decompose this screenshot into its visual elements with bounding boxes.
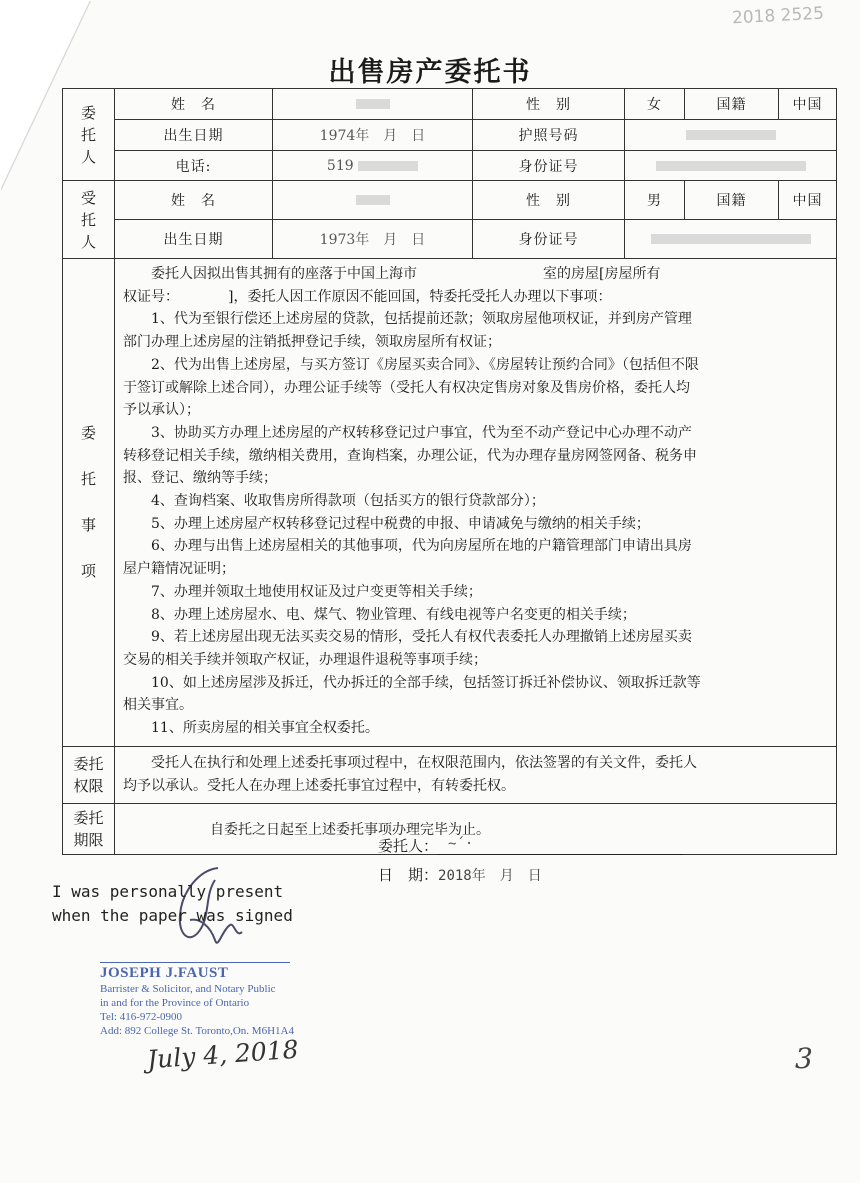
- notary-address: Add: 892 College St. Toronto,On. M6H1A4: [100, 1025, 294, 1037]
- matters-line: 报、登记、缴纳等手续；: [123, 470, 277, 487]
- matters-line: 10、如上述房屋涉及拆迁，代办拆迁的全部手续，包括签订拆迁补偿协议、领取拆迁款等: [151, 674, 701, 691]
- principal-signature-line: [378, 832, 683, 861]
- authority-content: [115, 746, 837, 803]
- signature-underline: [438, 836, 683, 855]
- matters-line: 11、所卖房屋的相关事宜全权委托。: [151, 720, 379, 737]
- agent-gender-value: 男: [625, 181, 685, 220]
- matters-line: 交易的相关手续并领取产权证，办理退件退税等事项手续；: [123, 651, 487, 668]
- notary-stamp: [100, 960, 294, 1038]
- principal-name-label: 姓 名: [115, 89, 273, 120]
- matters-line: 4、查询档案、收取售房所得款项（包括买方的银行贷款部分）；: [151, 493, 545, 510]
- principal-birth-label: 出生日期: [115, 120, 273, 151]
- matters-line: 转移登记相关手续，缴纳相关费用，查询档案，办理公证，代为办理存量房网签网备、税务申: [123, 447, 697, 464]
- agent-row-birth: [63, 220, 837, 259]
- principal-nationality-value: 中国: [779, 89, 837, 120]
- matters-line: 7、办理并领取土地使用权证及过户变更等相关手续；: [151, 583, 482, 600]
- matters-line: 委托人因拟出售其拥有的座落于中国上海市 室的房屋[房屋所有: [151, 266, 661, 282]
- agent-id-value: [625, 220, 837, 259]
- principal-passport-label: 护照号码: [473, 120, 625, 151]
- notary-handwritten-date: July 4, 2018: [146, 1034, 300, 1075]
- date-label: 日 期：: [378, 866, 439, 884]
- matters-line: 5、办理上述房屋产权转移登记过程中税费的申报、申请减免与缴纳的相关手续；: [151, 515, 650, 532]
- authority-label: 委托 权限: [63, 746, 115, 803]
- notary-jurisdiction: in and for the Province of Ontario: [100, 997, 250, 1009]
- matters-row: [63, 259, 837, 747]
- period-label: 委托 期限: [63, 803, 115, 854]
- matters-line: 2、代为出售上述房屋，与买方签订《房屋买卖合同》、《房屋转让预约合同》（包括但不限: [151, 356, 699, 373]
- principal-birth-value: 1974年 月 日: [273, 120, 473, 151]
- matters-line: 3、协助买方办理上述房屋的产权转移登记过户事宜，代为至不动产登记中心办理不动产: [151, 424, 692, 441]
- principal-row-name: [63, 89, 837, 120]
- agent-name-value: [273, 181, 473, 220]
- matters-line: 屋户籍情况证明；: [123, 561, 235, 578]
- notary-statement: [52, 880, 293, 928]
- signature-block: [378, 832, 683, 891]
- agent-birth-value: 1973年 月 日: [273, 220, 473, 259]
- principal-name-value: [273, 89, 473, 120]
- agent-name-label: 姓 名: [115, 181, 273, 220]
- matters-content: [115, 259, 837, 747]
- principal-signature-label: 委托人：: [378, 837, 439, 855]
- entrustment-form: [62, 88, 837, 855]
- signature-scrawl: ~´·: [448, 836, 474, 852]
- principal-passport-value: [625, 120, 837, 151]
- matters-line: 相关事宜。: [123, 697, 193, 714]
- matters-line: 部门办理上述房屋的注销抵押登记手续，领取房屋所有权证；: [123, 334, 501, 351]
- matters-line: 权证号： ]，委托人因工作原因不能回国，特委托受托人办理以下事项：: [123, 288, 612, 305]
- date-value: 2018年 月 日: [438, 868, 542, 884]
- matters-line: 8、办理上述房屋水、电、煤气、物业管理、有线电视等户名变更的相关手续；: [151, 606, 636, 623]
- matters-line: 于签订或解除上述合同），办理公证手续等（受托人有权决定售房对象及售房价格，委托人均: [123, 379, 690, 396]
- notary-statement-line: when the paper was signed: [52, 906, 293, 925]
- notary-phone: Tel: 416-972-0900: [100, 1011, 183, 1023]
- notary-statement-line: I was personally present: [52, 882, 284, 901]
- principal-phone-label: 电话:: [115, 151, 273, 181]
- authority-line: 均予以承认。受托人在办理上述委托事宜过程中，有转委托权。: [123, 777, 515, 794]
- authority-line: 受托人在执行和处理上述委托事项过程中，在权限范围内，依法签署的有关文件，委托人: [151, 754, 697, 771]
- agent-nationality-value: 中国: [779, 181, 837, 220]
- matters-line: 6、办理与出售上述房屋相关的其他事项，代为向房屋所在地的户籍管理部门申请出具房: [151, 538, 692, 555]
- agent-section-label: 受 托 人: [63, 181, 115, 259]
- agent-gender-label: 性 别: [473, 181, 625, 220]
- principal-nationality-label: 国籍: [685, 89, 779, 120]
- agent-row-name: [63, 181, 837, 220]
- page-title: 出售房产委托书: [328, 57, 532, 88]
- agent-id-label: 身份证号: [473, 220, 625, 259]
- principal-gender-value: 女: [625, 89, 685, 120]
- corner-mark: 2018 2525: [731, 3, 825, 29]
- agent-nationality-label: 国籍: [685, 181, 779, 220]
- page-number: 3: [795, 1042, 813, 1075]
- principal-gender-label: 性 别: [473, 89, 625, 120]
- notary-name: JOSEPH J.FAUST: [100, 965, 229, 981]
- notary-title: Barrister & Solicitor, and Notary Public: [100, 983, 276, 995]
- authority-row: [63, 746, 837, 803]
- principal-id-label: 身份证号: [473, 151, 625, 181]
- principal-row-phone: [63, 151, 837, 181]
- agent-birth-label: 出生日期: [115, 220, 273, 259]
- principal-phone-value: 519: [273, 151, 473, 181]
- date-line: [378, 861, 683, 891]
- principal-section-label: 委 托 人: [63, 89, 115, 181]
- matters-line: 9、若上述房屋出现无法买卖交易的情形，受托人有权代表委托人办理撤销上述房屋买卖: [151, 629, 692, 646]
- principal-row-birth: [63, 120, 837, 151]
- matters-line: 1、代为至银行偿还上述房屋的贷款，包括提前还款；领取房屋他项权证，并到房产管理: [151, 311, 692, 328]
- stamp-rule: [100, 962, 290, 963]
- principal-id-value: [625, 151, 837, 181]
- period-content: 自委托之日起至上述委托事项办理完毕为止。: [115, 803, 837, 854]
- matters-line: 予以承认）；: [123, 402, 200, 419]
- matters-label: 委 托 事 项: [63, 259, 115, 747]
